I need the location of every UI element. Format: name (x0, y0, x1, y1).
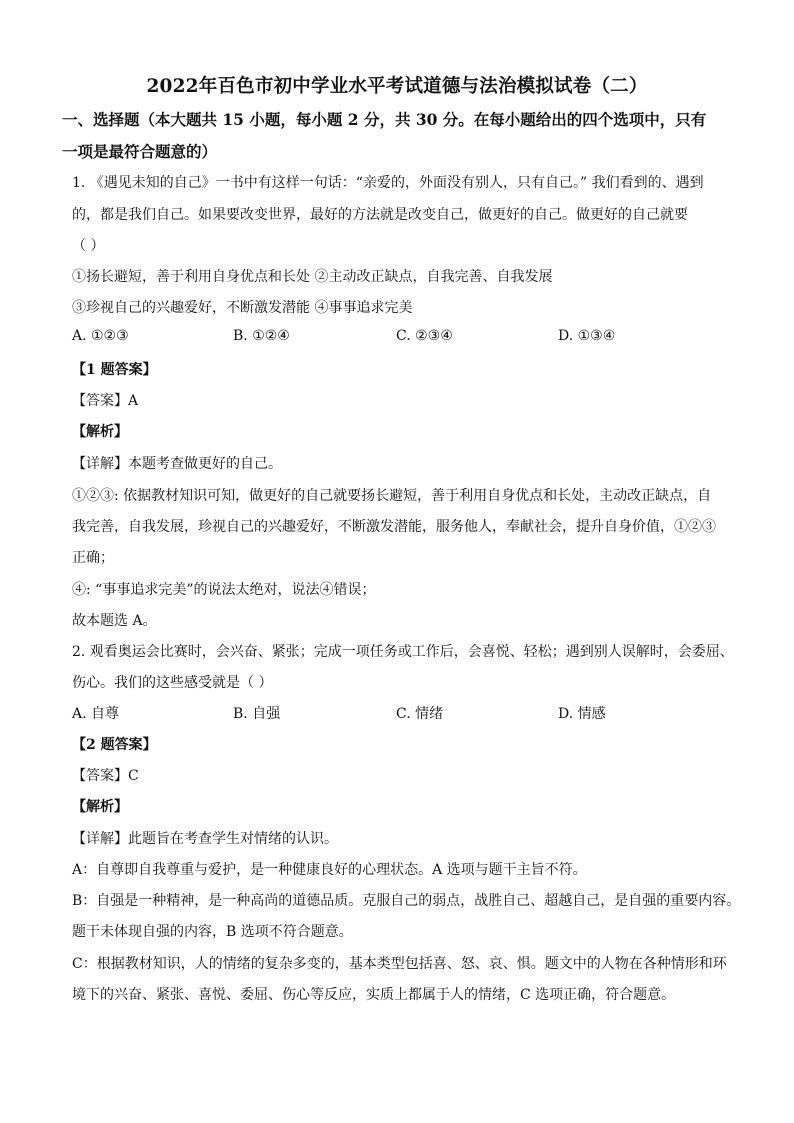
q2-stem-line1: 2. 观看奥运会比赛时，会兴奋、紧张；完成一项任务或工作后，会喜悦、轻松；遇到别人误解时，会委屈、 (72, 644, 734, 660)
q2-option-c: C. 情绪 (396, 706, 444, 722)
q1-items-line1: ①扬长避短，善于利用自身优点和长处 ②主动改正缺点，自我完善、自我发展 (72, 269, 553, 285)
q2-stem-line2: 伤心。我们的这些感受就是（ ） (72, 675, 273, 691)
q1-stem-line1: 1. 《遇见未知的自己》一书中有这样一句话：“亲爱的，外面没有别人，只有自己。” 我们看到的、遇到 (72, 175, 704, 191)
q2-answer-tag: 【2 题答案】 (72, 737, 157, 753)
q2-detail: 【详解】此题旨在考查学生对情绪的认识。 (72, 831, 338, 847)
q2-explanation-b-line1: B：自强是一种精神，是一种高尚的道德品质。克服自己的弱点，战胜自己、超越自己，是自强的重要内容。 (72, 893, 741, 909)
q1-conclusion: 故本题选 A。 (72, 613, 157, 629)
q1-option-c: C. ②③④ (396, 328, 453, 344)
page-title: 2022年百色市初中学业水平考试道德与法治模拟试卷（二） (146, 76, 648, 97)
q2-option-a: A. 自尊 (72, 706, 120, 722)
q1-option-a: A. ①②③ (72, 328, 129, 344)
q1-answer-blank: （ ） (72, 238, 105, 254)
q1-stem-line2: 的，都是我们自己。如果要改变世界，最好的方法就是改变自己，做更好的自己。做更好的自己就要 (72, 207, 688, 223)
q1-explanation-line4: ④: “事事追求完美”的说法太绝对，说法④错误； (72, 582, 376, 598)
q2-option-d: D. 情感 (558, 706, 606, 722)
section-heading-line1: 一、选择题（本大题共 15 小题，每小题 2 分，共 30 分。在每小题给出的四个选项中，只有 (62, 110, 707, 129)
q2-explanation-a: A：自尊即自我尊重与爱护，是一种健康良好的心理状态。A 选项与题干主旨不符。 (72, 862, 587, 878)
q2-explanation-b-line2: 题干未体现自强的内容，B 选项不符合题意。 (72, 924, 353, 940)
q1-option-b: B. ①②④ (233, 328, 290, 344)
q1-explanation-line3: 正确； (72, 550, 114, 566)
q2-explanation-c-line2: 境下的兴奋、紧张、喜悦、委屈、伤心等反应，实质上都属于人的情绪，C 选项正确，符合题意。 (72, 987, 676, 1003)
q1-analysis-heading: 【解析】 (72, 424, 128, 440)
q2-explanation-c-line1: C：根据教材知识，人的情绪的复杂多变的，基本类型包括喜、怒、哀、惧。题文中的人物在各种情形和环 (72, 956, 727, 972)
q1-explanation-line2: 我完善，自我发展，珍视自己的兴趣爱好，不断激发潜能，服务他人，奉献社会，提升自身价值，①②③ (72, 519, 716, 535)
q1-answer: 【答案】A (72, 393, 139, 409)
q2-option-b: B. 自强 (233, 706, 281, 722)
q2-analysis-heading: 【解析】 (72, 799, 128, 815)
q1-option-d: D. ①③④ (558, 328, 616, 344)
q1-items-line2: ③珍视自己的兴趣爱好，不断激发潜能 ④事事追求完美 (72, 300, 413, 316)
q2-answer: 【答案】C (72, 768, 139, 784)
q1-explanation-line1: ①②③: 依据教材知识可知，做更好的自己就要扬长避短，善于利用自身优点和长处，主动改正缺点，自 (72, 488, 712, 504)
q1-answer-tag: 【1 题答案】 (72, 362, 157, 378)
q1-detail: 【详解】本题考查做更好的自己。 (72, 456, 282, 472)
section-heading-line2: 一项是最符合题意的） (62, 142, 218, 161)
